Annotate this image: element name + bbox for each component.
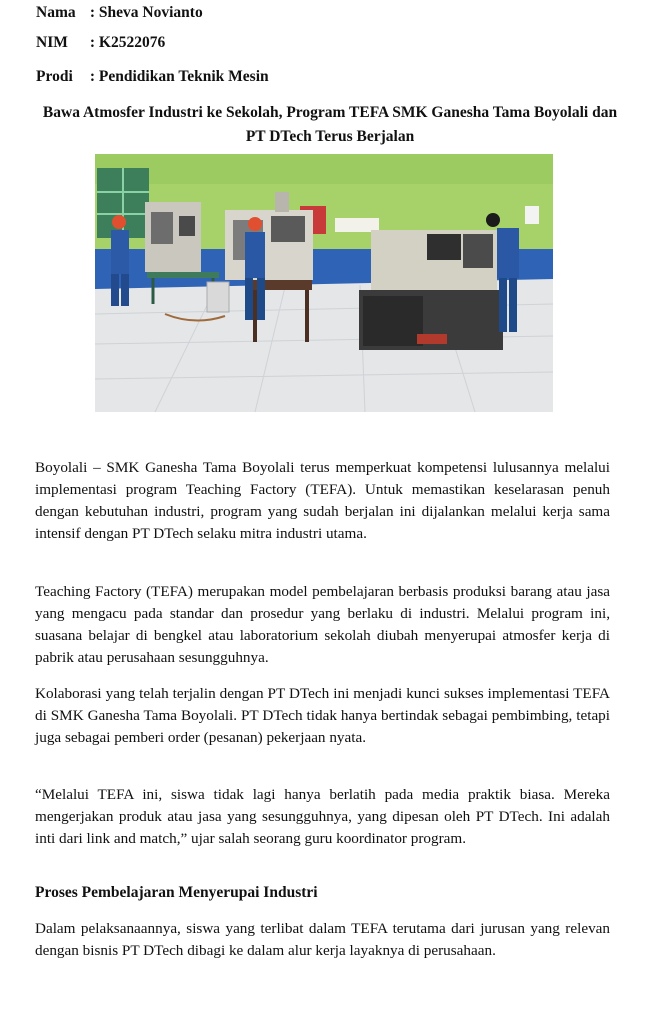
nim-value: : K2522076 <box>89 34 166 51</box>
paragraph-5: Dalam pelaksanaannya, siswa yang terlibat dalam TEFA terutama dari jurusan yang relevan dengan bisnis PT DTech dibagi ke dalam alur kerja layaknya di perusahaan. <box>35 920 610 959</box>
prodi-row <box>36 68 269 86</box>
paragraph-4: “Melalui TEFA ini, siswa tidak lagi hanya berlatih pada media praktik biasa. Mereka mengerjakan produk atau jasa yang sesungguhnya, yang dipesan oleh PT DTech. Ini adalah inti dari link and match,” ujar salah seorang guru koordinator program. <box>35 786 610 847</box>
name-row <box>36 4 203 22</box>
paragraph-1: Boyolali – SMK Ganesha Tama Boyolali terus memperkuat kompetensi lulusannya melalui implementasi program Teaching Factory (TEFA). Untuk memastikan keselarasan penuh dengan kebutuhan industri, program yang sudah berjalan ini dijalankan melalui kerja sama intensif dengan PT DTech selaku mitra industri utama. <box>35 459 610 542</box>
nim-label: NIM <box>36 34 68 51</box>
nim-row <box>36 34 165 52</box>
prodi-value: : Pendidikan Teknik Mesin <box>89 68 269 85</box>
section-subheading: Proses Pembelajaran Menyerupai Industri <box>35 884 318 901</box>
prodi-label: Prodi <box>36 68 73 85</box>
workshop-photo <box>95 154 553 412</box>
article-title: Bawa Atmosfer Industri ke Sekolah, Program TEFA SMK Ganesha Tama Boyolali dan PT DTech Terus Berjalan <box>42 104 618 145</box>
paragraph-3: Kolaborasi yang telah terjalin dengan PT DTech ini menjadi kunci sukses implementasi TEFA di SMK Ganesha Tama Boyolali. PT DTech tidak hanya bertindak sebagai pembimbing, tetapi juga sebagai pemberi order (pesanan) pekerjaan nyata. <box>35 685 610 746</box>
workshop-photo-icon <box>95 154 553 412</box>
name-value: : Sheva Novianto <box>89 4 203 21</box>
name-label: Nama <box>36 4 76 21</box>
paragraph-2: Teaching Factory (TEFA) merupakan model pembelajaran berbasis produksi barang atau jasa yang mengacu pada standar dan prosedur yang berlaku di industri. Melalui program ini, suasana belajar di bengkel atau laboratorium sekolah diubah menyerupai atmosfer kerja di pabrik atau perusahaan sesungguhnya. <box>35 583 610 666</box>
